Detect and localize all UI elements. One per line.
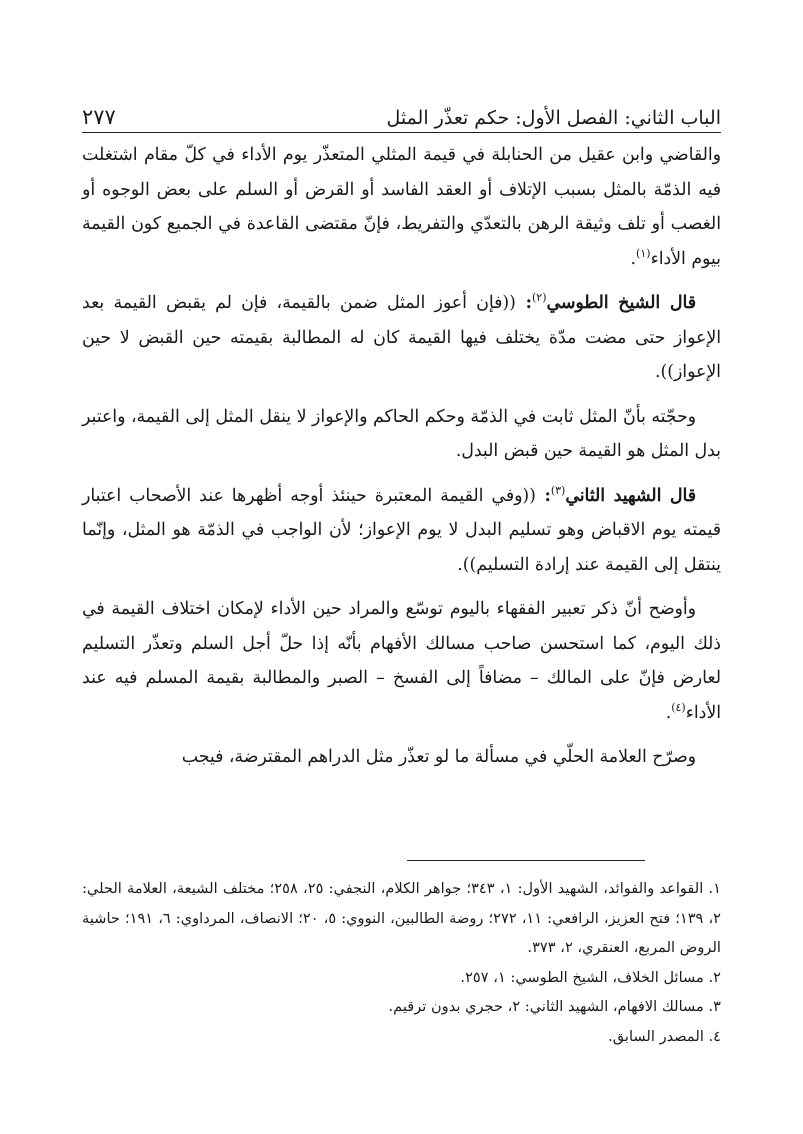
- footnote-4: ٤. المصدر السابق.: [608, 1027, 721, 1045]
- paragraph-5-text: وأوضح أنّ ذكر تعبير الفقهاء باليوم توسّع والمراد حين الأداء لإمكان اختلاف القيمة في ذلك اليوم، كما استحسن صاحب مسالك الأفهام بأنّه إذا حلّ أجل السلم وتعذّر التسليم لعارض فإنّ على المالك – مضافاً إلى الفسخ – الصبر والمطالبة بقيمة المسلم فيه عند الأداء: [82, 599, 721, 723]
- header-rule: [82, 132, 721, 133]
- footnote-ref-1: (١): [636, 246, 651, 260]
- speaker-4-colon: :: [535, 485, 551, 506]
- footnote-ref-2: (٢): [531, 291, 547, 305]
- footnote-1: ١. القواعد والفوائد، الشهيد الأول: ١، ٣٤٣؛ جواهر الكلام، النجفي: ٢٥، ٢٥٨؛ مختلف الشيعة، العلامة الحلي: ٢، ١٣٩؛ فتح العزيز، الرافعي: ١١، ٢٧٢؛ روضة الطالبين، النووي: ٥، ٢٠؛ الانصاف، المرداوي: ٦، ١٩١؛ حاشية الروض المربع، العنقري، ٢، ٣٧٣.: [82, 880, 721, 957]
- paragraph-2: [82, 286, 721, 390]
- footnote-ref-3: (٣): [550, 483, 566, 497]
- footnotes: [82, 874, 721, 1052]
- footnote-2: ٢. مسائل الخلاف، الشيخ الطوسي: ١، ٢٥٧.: [460, 968, 721, 986]
- paragraph-1-end: .: [630, 248, 637, 269]
- main-text: [82, 138, 721, 785]
- speaker-shahid: قال الشهيد الثاني: [565, 485, 696, 506]
- speaker-tusi: قال الشيخ الطوسي: [546, 293, 696, 313]
- paragraph-6: وصرّح العلامة الحلّي في مسألة ما لو تعذّر مثل الدراهم المقترضة، فيجب: [181, 747, 696, 767]
- paragraph-1-text: والقاضي وابن عقيل من الحنابلة في قيمة المثلي المتعذّر يوم الأداء في كلّ مقام اشتغلت فيه الذمّة بالمثل بسبب الإتلاف أو العقد الفاسد أو القرض أو السلم على بعض الوجوه أو الغصب أو تلف وثيقة الرهن بالتعدّي والتفريط، فإنّ مقتضى القاعدة في الجميع كون القيمة بيوم الأداء: [82, 145, 721, 269]
- speaker-2-colon: :: [515, 293, 532, 313]
- paragraph-1: [82, 138, 721, 276]
- footnote-ref-4: (٤): [671, 700, 686, 714]
- paragraph-3: وحجّته بأنّ المثل ثابت في الذمّة وحكم الحاكم والإعواز لا ينقل المثل إلى القيمة، واعتبر بدل المثل هو القيمة حين قبض البدل.: [82, 406, 721, 461]
- page-header: [82, 88, 721, 128]
- footnote-separator: [407, 860, 645, 861]
- quote-tusi: ((فإن أعوز المثل ضمن بالقيمة، فإن لم يقبض القيمة بعد الإعواز حتى مضت مدّة يختلف فيها القيمة كان له المطالبة بقيمته حين القبض لا حين الإعواز)).: [82, 293, 721, 382]
- footnote-3: ٣. مسالك الافهام، الشهيد الثاني: ٢، حجري بدون ترقيم.: [388, 998, 721, 1016]
- paragraph-5: [82, 592, 721, 730]
- quote-shahid: ((وفي القيمة المعتبرة حينئذ أوجه أظهرها عند الأصحاب اعتبار قيمته يوم الاقباض وهو تسليم البدل لا يوم الإعواز؛ لأن الواجب في الذمّة هو المثل، وإنّما ينتقل إلى القيمة عند إرادة التسليم)).: [82, 485, 721, 575]
- paragraph-4: [82, 479, 721, 583]
- page-number: ٢٧٧: [82, 105, 116, 129]
- paragraph-5-end: .: [665, 702, 672, 723]
- running-title: الباب الثاني: الفصل الأول: حكم تعذّر المثل: [386, 107, 721, 129]
